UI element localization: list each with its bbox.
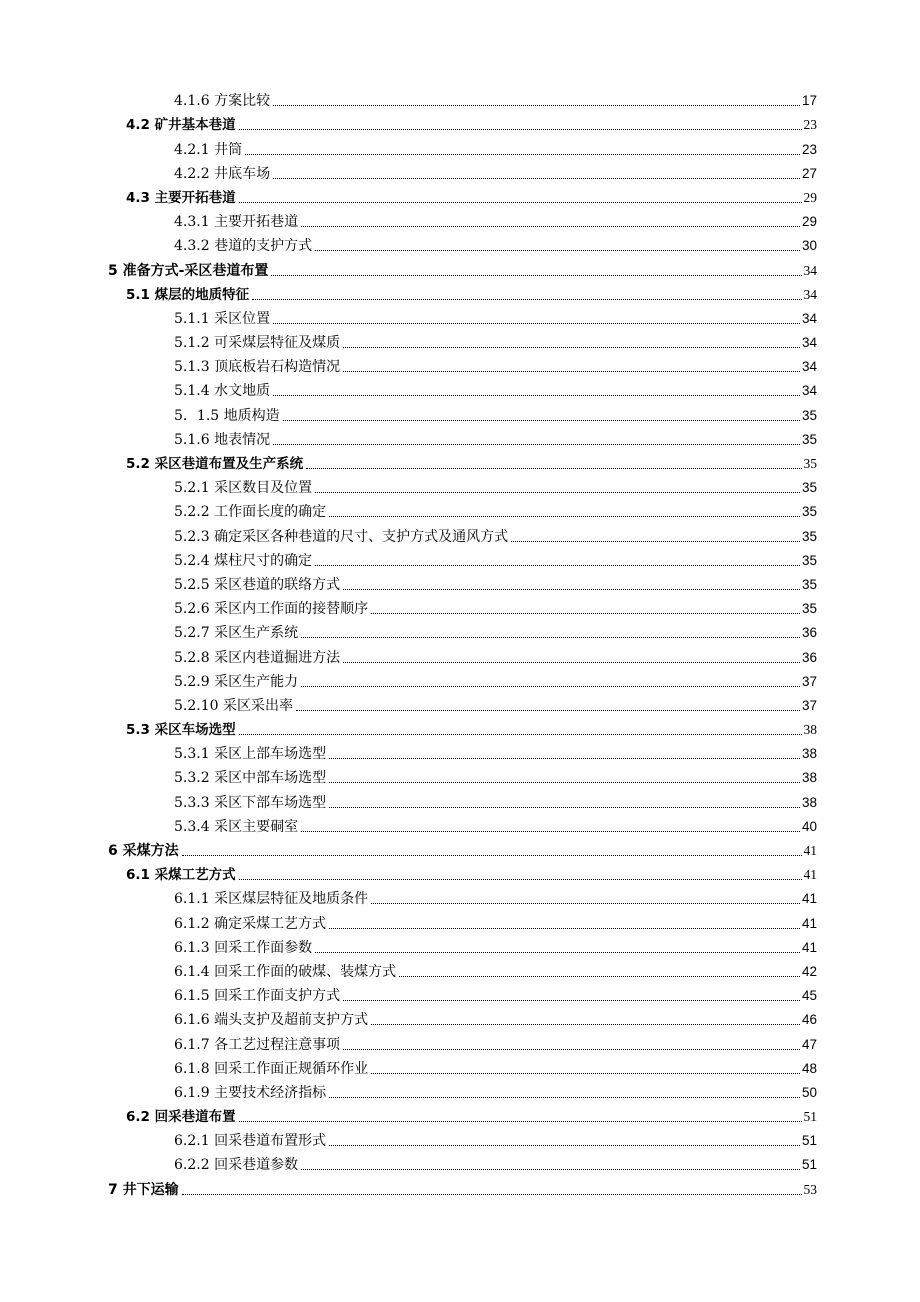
- toc-entry[interactable]: [0, 1152, 920, 1176]
- toc-entry[interactable]: [0, 233, 920, 257]
- dot-leader: [371, 1024, 800, 1025]
- toc-entry-title: 5.2.10 采区采出率: [174, 697, 293, 714]
- toc-entry-page-number: 27: [801, 165, 817, 181]
- dot-leader: [301, 226, 800, 227]
- toc-entry-title: 4.2.2 井底车场: [174, 165, 271, 182]
- toc-entry[interactable]: [0, 789, 920, 813]
- dot-leader: [371, 903, 800, 904]
- toc-entry-title: 6.1.6 端头支护及超前支护方式: [174, 1012, 369, 1029]
- toc-entry[interactable]: [0, 814, 920, 838]
- dot-leader: [239, 879, 802, 880]
- toc-entry[interactable]: [0, 644, 920, 668]
- toc-entry-title: 4.3.2 巷道的支护方式: [174, 238, 313, 255]
- dot-leader: [301, 831, 800, 832]
- toc-entry-title: 5 准备方式-采区巷道布置: [108, 262, 269, 279]
- toc-entry-page-number: 51: [803, 1109, 817, 1125]
- toc-entry-page-number: 38: [801, 746, 817, 762]
- toc-entry[interactable]: [0, 1031, 920, 1055]
- table-of-contents: [0, 88, 920, 1201]
- dot-leader: [301, 1169, 800, 1170]
- toc-entry[interactable]: [0, 378, 920, 402]
- dot-leader: [343, 347, 800, 348]
- toc-entry-title: 5.2.5 采区巷道的联络方式: [174, 576, 341, 593]
- dot-leader: [371, 613, 800, 614]
- toc-entry-title: 6.1.9 主要技术经济指标: [174, 1084, 327, 1101]
- toc-entry[interactable]: [0, 717, 920, 741]
- toc-entry[interactable]: [0, 112, 920, 136]
- toc-entry[interactable]: [0, 523, 920, 547]
- toc-entry-page-number: 47: [801, 1036, 817, 1052]
- toc-entry[interactable]: [0, 1056, 920, 1080]
- toc-entry-page-number: 35: [801, 407, 817, 423]
- toc-entry-page-number: 41: [803, 843, 817, 858]
- dot-leader: [239, 202, 802, 203]
- toc-entry-title: 5.2.2 工作面长度的确定: [174, 504, 327, 521]
- toc-entry[interactable]: [0, 620, 920, 644]
- toc-entry-page-number: 35: [801, 552, 817, 568]
- toc-entry[interactable]: [0, 693, 920, 717]
- toc-entry-page-number: 23: [801, 141, 817, 157]
- dot-leader: [343, 589, 800, 590]
- toc-entry[interactable]: [0, 1080, 920, 1104]
- dot-leader: [252, 299, 801, 300]
- toc-entry[interactable]: [0, 765, 920, 789]
- toc-entry-title: 5.2.6 采区内工作面的接替顺序: [174, 601, 369, 618]
- toc-entry-page-number: 34: [801, 383, 817, 399]
- toc-entry-title: 6.1.1 采区煤层特征及地质条件: [174, 891, 369, 908]
- toc-entry-title: 6.1 采煤工艺方式: [126, 867, 236, 884]
- toc-entry[interactable]: [0, 959, 920, 983]
- toc-entry-title: 5.1.3 顶底板岩石构造情况: [174, 359, 341, 376]
- toc-entry-page-number: 48: [801, 1060, 817, 1076]
- toc-entry-page-number: 35: [801, 431, 817, 447]
- toc-entry-page-number: 42: [801, 963, 817, 979]
- toc-entry-page-number: 41: [801, 939, 817, 955]
- toc-entry-title: 5.2.3 确定采区各种巷道的尺寸、支护方式及通风方式: [174, 528, 509, 545]
- toc-entry-title: 6 采煤方法: [108, 843, 179, 859]
- toc-entry-page-number: 29: [803, 189, 817, 205]
- toc-entry-page-number: 36: [801, 625, 817, 641]
- toc-entry-title: 5.3 采区车场选型: [126, 722, 236, 739]
- toc-entry-title: 5.2.8 采区内巷道掘进方法: [174, 649, 341, 666]
- toc-entry[interactable]: [0, 596, 920, 620]
- dot-leader: [343, 371, 800, 372]
- dot-leader: [273, 395, 800, 396]
- toc-entry[interactable]: [0, 838, 920, 862]
- toc-entry-title: 5.2.1 采区数目及位置: [174, 480, 313, 497]
- toc-entry[interactable]: [0, 669, 920, 693]
- toc-entry-page-number: 41: [801, 891, 817, 907]
- toc-entry[interactable]: [0, 257, 920, 281]
- toc-entry[interactable]: [0, 306, 920, 330]
- toc-entry-page-number: 36: [801, 649, 817, 665]
- toc-entry[interactable]: [0, 983, 920, 1007]
- dot-leader: [329, 928, 800, 929]
- toc-entry-title: 4.1.6 方案比较: [174, 93, 271, 110]
- toc-entry-title: 5.2 采区巷道布置及生产系统: [126, 456, 304, 472]
- toc-entry[interactable]: [0, 572, 920, 596]
- toc-entry-title: 6.2.1 回采巷道布置形式: [174, 1133, 327, 1150]
- dot-leader: [271, 275, 801, 276]
- toc-entry-page-number: 41: [803, 867, 817, 883]
- toc-entry-page-number: 37: [801, 673, 817, 689]
- dot-leader: [329, 758, 800, 759]
- toc-entry-title: 6.1.7 各工艺过程注意事项: [174, 1036, 341, 1053]
- toc-entry-title: 5.1 煤层的地质特征: [126, 286, 250, 303]
- toc-entry-title: 7 井下运输: [108, 1181, 179, 1198]
- toc-entry-title: 5．1.5 地质构造: [174, 407, 280, 424]
- dot-leader: [329, 782, 800, 783]
- toc-entry-page-number: 34: [801, 310, 817, 326]
- toc-entry-title: 5.3.1 采区上部车场选型: [174, 746, 327, 763]
- toc-entry-title: 6.1.2 确定采煤工艺方式: [174, 915, 327, 932]
- toc-entry-page-number: 53: [803, 1181, 817, 1197]
- toc-entry-page-number: 37: [801, 697, 817, 713]
- toc-entry-title: 5.1.1 采区位置: [174, 310, 271, 327]
- toc-entry-title: 6.2 回采巷道布置: [126, 1109, 236, 1126]
- toc-entry-page-number: 40: [801, 818, 817, 834]
- toc-entry-page-number: 50: [801, 1084, 817, 1100]
- dot-leader: [273, 105, 800, 106]
- toc-entry-page-number: 29: [801, 214, 817, 230]
- dot-leader: [315, 250, 800, 251]
- toc-entry-page-number: 38: [803, 722, 817, 738]
- toc-entry[interactable]: [0, 548, 920, 572]
- dot-leader: [329, 1145, 800, 1146]
- toc-entry-page-number: 51: [801, 1157, 817, 1173]
- dot-leader: [329, 516, 800, 517]
- dot-leader: [245, 154, 800, 155]
- toc-entry[interactable]: [0, 330, 920, 354]
- toc-entry-title: 5.3.2 采区中部车场选型: [174, 770, 327, 787]
- dot-leader: [343, 1000, 800, 1001]
- dot-leader: [239, 734, 802, 735]
- toc-entry-title: 4.3 主要开拓巷道: [126, 189, 236, 206]
- toc-entry-page-number: 35: [801, 601, 817, 617]
- dot-leader: [273, 178, 800, 179]
- toc-entry-page-number: 38: [801, 770, 817, 786]
- toc-entry[interactable]: [0, 741, 920, 765]
- dot-leader: [511, 541, 800, 542]
- toc-entry-title: 6.1.5 回采工作面支护方式: [174, 988, 341, 1005]
- toc-entry[interactable]: [0, 354, 920, 378]
- toc-entry[interactable]: [0, 209, 920, 233]
- dot-leader: [182, 1194, 802, 1195]
- toc-entry-page-number: 46: [801, 1012, 817, 1028]
- toc-entry-title: 5.2.9 采区生产能力: [174, 673, 299, 690]
- toc-entry-title: 4.2.1 井筒: [174, 141, 243, 158]
- toc-entry-title: 4.2 矿井基本巷道: [126, 117, 236, 134]
- dot-leader: [182, 855, 802, 856]
- toc-entry-title: 6.1.3 回采工作面参数: [174, 939, 313, 956]
- toc-entry-title: 5.1.6 地表情况: [174, 431, 271, 448]
- toc-entry[interactable]: [0, 161, 920, 185]
- toc-entry-page-number: 23: [803, 117, 817, 133]
- toc-entry-page-number: 51: [801, 1133, 817, 1149]
- dot-leader: [343, 1049, 800, 1050]
- toc-entry-page-number: 34: [801, 359, 817, 375]
- toc-entry-page-number: 35: [801, 480, 817, 496]
- toc-entry[interactable]: [0, 475, 920, 499]
- toc-entry[interactable]: [0, 88, 920, 112]
- toc-entry[interactable]: [0, 1128, 920, 1152]
- toc-entry-page-number: 17: [801, 93, 817, 109]
- dot-leader: [315, 492, 800, 493]
- toc-entry-title: 5.3.4 采区主要硐室: [174, 818, 299, 835]
- toc-entry-title: 6.2.2 回采巷道参数: [174, 1157, 299, 1174]
- toc-entry-title: 5.2.4 煤柱尺寸的确定: [174, 552, 313, 569]
- toc-entry-title: 6.1.8 回采工作面正规循环作业: [174, 1060, 369, 1077]
- toc-entry[interactable]: [0, 451, 920, 475]
- dot-leader: [343, 662, 800, 663]
- toc-entry-title: 6.1.4 回采工作面的破煤、装煤方式: [174, 963, 397, 980]
- toc-entry[interactable]: [0, 886, 920, 910]
- toc-entry[interactable]: [0, 185, 920, 209]
- dot-leader: [371, 1073, 800, 1074]
- dot-leader: [296, 710, 800, 711]
- toc-entry-title: 5.2.7 采区生产系统: [174, 625, 299, 642]
- toc-entry[interactable]: [0, 402, 920, 426]
- dot-leader: [315, 565, 800, 566]
- toc-entry[interactable]: [0, 427, 920, 451]
- toc-entry[interactable]: [0, 910, 920, 934]
- toc-entry[interactable]: [0, 862, 920, 886]
- toc-entry[interactable]: [0, 282, 920, 306]
- dot-leader: [329, 1097, 800, 1098]
- toc-entry[interactable]: [0, 1104, 920, 1128]
- toc-entry[interactable]: [0, 136, 920, 160]
- toc-entry-title: 5.3.3 采区下部车场选型: [174, 794, 327, 811]
- dot-leader: [273, 323, 800, 324]
- dot-leader: [239, 1121, 802, 1122]
- toc-entry-page-number: 35: [801, 528, 817, 544]
- dot-leader: [273, 444, 800, 445]
- toc-entry-title: 5.1.2 可采煤层特征及煤质: [174, 335, 341, 352]
- toc-entry-title: 5.1.4 水文地质: [174, 383, 271, 400]
- dot-leader: [306, 468, 801, 469]
- toc-entry-page-number: 30: [801, 238, 817, 254]
- dot-leader: [301, 686, 800, 687]
- toc-entry-page-number: 35: [801, 576, 817, 592]
- dot-leader: [301, 637, 800, 638]
- toc-entry-page-number: 38: [801, 794, 817, 810]
- toc-entry[interactable]: [0, 1176, 920, 1200]
- toc-entry[interactable]: [0, 499, 920, 523]
- toc-entry-title: 4.3.1 主要开拓巷道: [174, 214, 299, 231]
- toc-entry[interactable]: [0, 935, 920, 959]
- toc-entry-page-number: 45: [801, 988, 817, 1004]
- toc-entry-page-number: 34: [803, 262, 817, 278]
- dot-leader: [315, 952, 800, 953]
- toc-entry-page-number: 34: [801, 335, 817, 351]
- dot-leader: [283, 420, 800, 421]
- toc-entry-page-number: 35: [803, 456, 817, 471]
- toc-entry-page-number: 34: [803, 286, 817, 302]
- toc-entry-page-number: 35: [801, 504, 817, 520]
- dot-leader: [399, 976, 800, 977]
- toc-entry[interactable]: [0, 1007, 920, 1031]
- dot-leader: [239, 129, 802, 130]
- toc-entry-page-number: 41: [801, 915, 817, 931]
- dot-leader: [329, 807, 800, 808]
